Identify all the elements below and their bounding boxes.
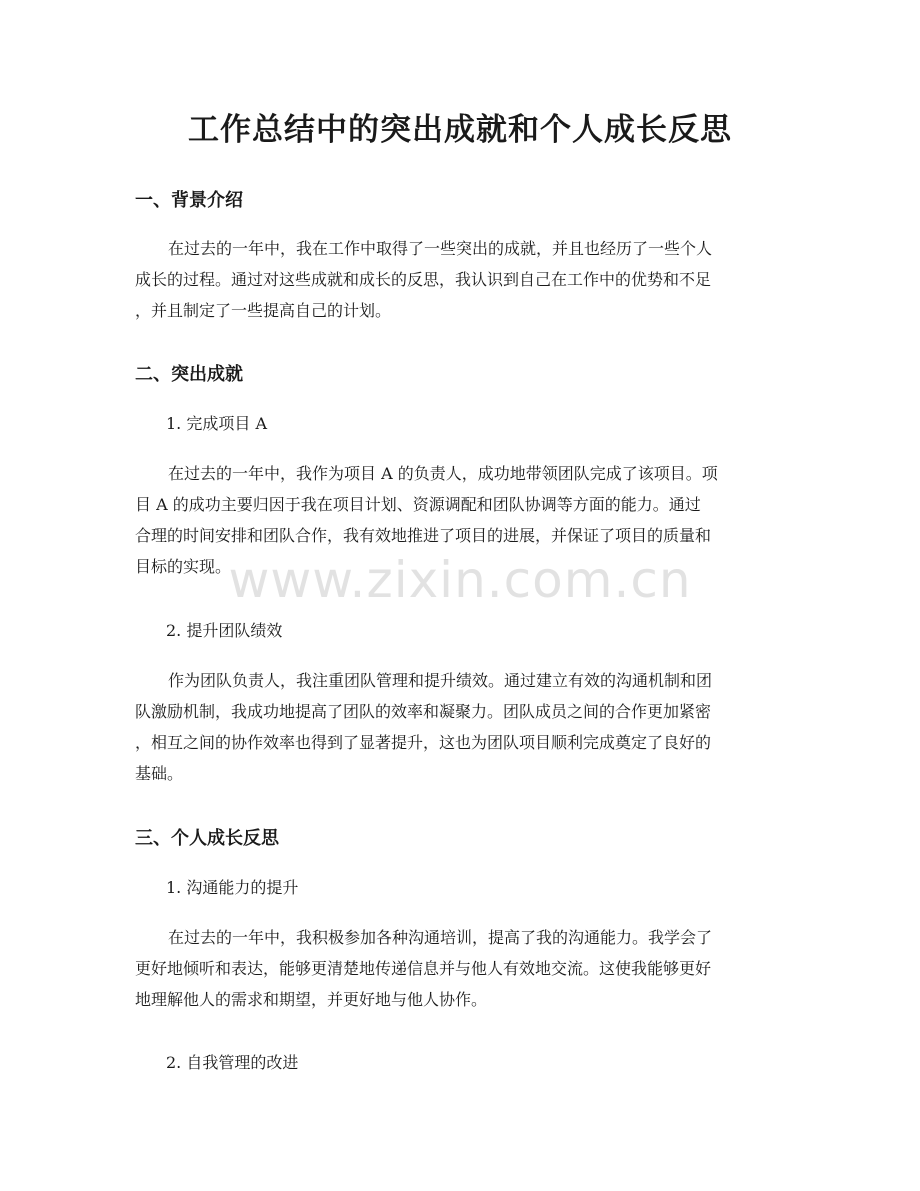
text-line: 在过去的一年中，我积极参加各种沟通培训，提高了我的沟通能力。我学会了 [168,928,713,947]
text-line: 作为团队负责人，我注重团队管理和提升绩效。通过建立有效的沟通机制和团 [168,671,713,690]
text-line: 目 A 的成功主要归因于我在项目计划、资源调配和团队协调等方面的能力。通过 [135,495,701,514]
section-heading-personal-growth: 三、个人成长反思 [135,828,279,849]
paragraph-project-a [135,458,787,582]
text-line: 队激励机制，我成功地提高了团队的效率和凝聚力。团队成员之间的合作更加紧密 [135,702,712,721]
item-heading-project-a: 1. 完成项目 A [166,414,267,433]
text-line: 地理解他人的需求和期望，并更好地与他人协作。 [135,990,488,1009]
paragraph-communication [135,922,787,1015]
paragraph-team-performance [135,665,787,789]
text-line: 更好地倾听和表达，能够更清楚地传递信息并与他人有效地交流。这使我能够更好 [135,959,712,978]
page-title: 工作总结中的突出成就和个人成长反思 [188,112,732,148]
text-line: 成长的过程。通过对这些成就和成长的反思，我认识到自己在工作中的优势和不足 [135,270,712,289]
text-line: 基础。 [135,764,184,783]
text-line: ，相互之间的协作效率也得到了显著提升，这也为团队项目顺利完成奠定了良好的 [135,733,712,752]
text-line: 在过去的一年中，我作为项目 A 的负责人，成功地带领团队完成了该项目。项 [168,464,718,483]
text-line: ，并且制定了一些提高自己的计划。 [135,301,392,320]
item-heading-self-management: 2. 自我管理的改进 [166,1053,299,1072]
text-line: 合理的时间安排和团队合作，我有效地推进了项目的进展，并保证了项目的质量和 [135,526,712,545]
text-line: 在过去的一年中，我在工作中取得了一些突出的成就，并且也经历了一些个人 [168,239,713,258]
section-heading-achievements: 二、突出成就 [135,364,243,385]
text-line: 目标的实现。 [135,557,232,576]
item-heading-team-performance: 2. 提升团队绩效 [166,621,283,640]
item-heading-communication: 1. 沟通能力的提升 [166,878,299,897]
watermark: www.zixin.com.cn [228,551,692,609]
section-heading-background: 一、背景介绍 [135,190,243,211]
paragraph-background [135,233,787,326]
